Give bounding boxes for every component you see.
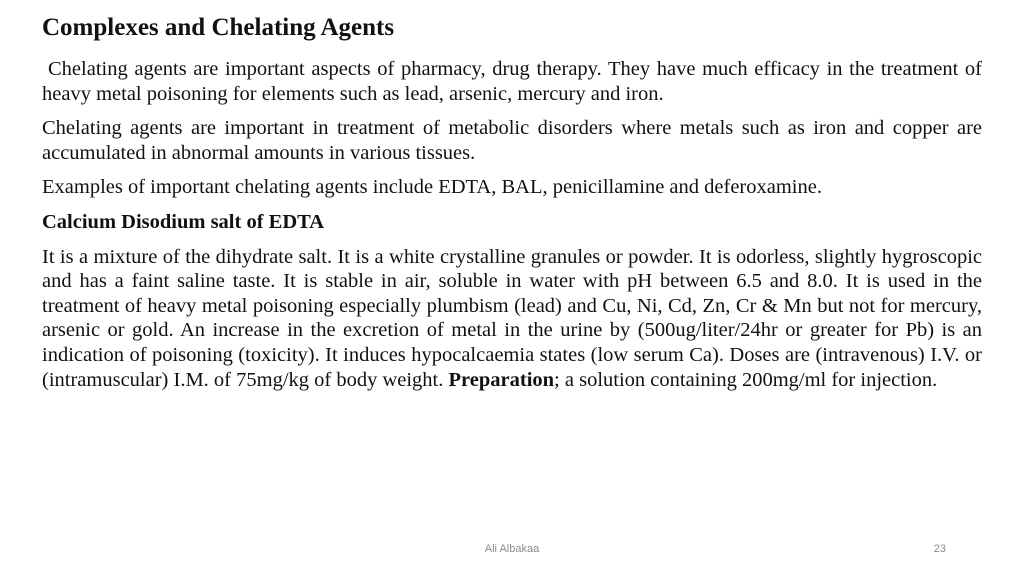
paragraph-metabolic-disorders: Chelating agents are important in treatment of metabolic disorders where metals such as iron and copper are accumulated in abnormal amounts in various tissues. [42, 117, 982, 164]
footer-author: Ali Albakaa [484, 543, 540, 555]
footer-page-number: 23 [933, 543, 946, 555]
paragraph-examples: Examples of important chelating agents include EDTA, BAL, penicillamine and deferoxamine. [42, 176, 822, 199]
preparation-label: Preparation [448, 368, 555, 391]
preparation-text: ; a solution containing 200mg/ml for injection. [554, 368, 938, 391]
subheading-edta: Calcium Disodium salt of EDTA [42, 210, 325, 233]
paragraph-chelating-efficacy: Chelating agents are important aspects of pharmacy, drug therapy. They have much efficacy in the treatment of heavy metal poisoning for elements such as lead, arsenic, mercury and iron. [42, 58, 982, 105]
slide-body [42, 57, 982, 402]
edta-description-text: It is a mixture of the dihydrate salt. It is a white crystalline granules or powder. It is odorless, slightly hygroscopic and has a faint saline taste. It is stable in air, soluble in water with pH between 6.5 and 8.0. It is used in the treatment of heavy metal poisoning especially plumbism (lead) and Cu, Ni, Cd, Zn, Cr & Mn but not for mercury, arsenic or gold. An increase in the excretion of metal in the urine by (500ug/liter/24hr or greater for Pb) is an indication of poisoning (toxicity). It induces hypocalcaemia states (low serum Ca). Doses are (intravenous) I.V. or (intramuscular) I.M. of 75mg/kg of body weight. [42, 245, 982, 391]
paragraph-edta-description [42, 245, 982, 393]
slide-title: Complexes and Chelating Agents [42, 14, 395, 41]
